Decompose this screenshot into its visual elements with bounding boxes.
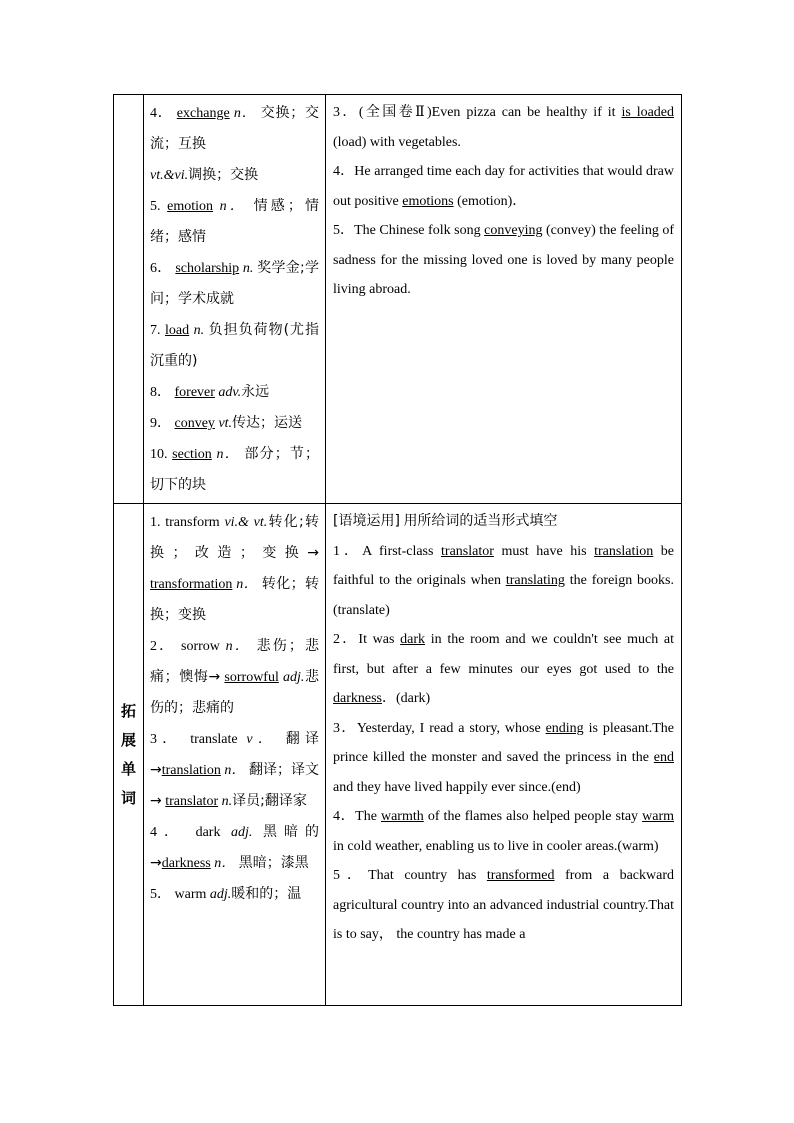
vocabulary-table [113,94,682,1006]
answer-blank: scholarship [175,261,240,276]
exercise-item [333,802,674,861]
exercise-item [333,714,674,803]
answer-blank: sorrowful [224,670,279,685]
exercise-instruction: 用所给词的适当形式填空 [403,513,558,529]
answer-blank: darkness [333,691,382,706]
sentence-cell [326,95,682,504]
part-of-speech: n． [233,106,257,121]
item-number: 3． [333,105,359,120]
word-meaning: 负担负荷物(尤指沉重的) [150,322,320,369]
sentence-text: The Chinese folk song [354,223,485,238]
item-number: 2． [333,632,359,647]
entry-number: 1. [150,515,161,530]
sentence-text: Yesterday, I read a story, whose [356,720,546,736]
word-entry [150,724,319,817]
section-label-char: 词 [120,788,136,807]
word-entry [150,631,319,724]
answer-blank: translator [165,794,219,809]
entry-number: 2． [150,639,176,654]
section-label-char: 展 [120,730,136,749]
answer-blank: forever [174,385,215,400]
answer-blank: section [172,447,212,462]
entry-number: 4． [150,106,173,121]
sentence-text: in cold weather, enabling us to live in cooler areas.(warm) [333,838,659,854]
word-list-cell [144,95,326,504]
sentence-item [333,157,674,216]
entry-number: 5． [150,887,171,902]
entry-number: 6． [150,261,172,276]
sentence-text: It was [358,632,401,647]
side-label-cell [114,504,144,1006]
exercise-item [333,625,674,714]
answer-blank: translator [441,543,494,559]
answer-blank: translation [161,763,221,778]
part-of-speech: n． [216,447,240,462]
item-number: 1． [333,543,363,559]
part-of-speech: n. [193,323,205,338]
section-label-char: 单 [120,759,136,778]
answer-blank: dark [400,632,426,647]
part-of-speech: vt.&vi. [150,168,189,183]
entry-number: 9． [150,416,171,431]
answer-blank: convey [174,416,215,431]
word-entry [150,98,319,160]
part-of-speech: adj. [231,825,253,840]
answer-blank: conveying [484,223,543,238]
word-meaning: 永远 [241,384,270,400]
item-number: 3． [333,720,357,736]
word-entry [150,377,319,408]
word-meaning: 悲伤的；悲痛的 [150,669,320,716]
answer-blank: end [653,750,674,765]
answer-blank: translating [505,573,565,588]
part-of-speech: v． [246,732,278,747]
headword: warm [174,887,207,902]
sentence-text: (load) with vegetables. [333,134,461,150]
sentence-text: ．(dark) [382,691,431,706]
item-number: 5． [333,868,369,883]
word-entry [150,879,319,910]
sentence-text: A first-class [362,543,442,559]
word-entry [150,160,319,191]
word-meaning: 翻译；译文→ [150,762,320,809]
item-number: 4． [333,809,356,824]
answer-blank: ending [545,720,584,736]
part-of-speech: n. [221,794,233,809]
answer-blank: transformation [150,577,233,592]
word-meaning: 情感；情绪；感情 [150,198,320,245]
word-entry [150,817,319,879]
answer-blank: translation [594,543,654,559]
part-of-speech: n． [219,199,247,214]
sentence-text: must have his [493,543,595,559]
part-of-speech: n． [224,763,246,778]
answer-blank: warm [642,809,675,824]
section-label [114,697,143,813]
word-entry [150,439,319,501]
word-entry [150,253,319,315]
sentence-text: is pleasant.The prince killed the monster and saved the princess in the [333,720,674,765]
sentence-text: (convey) the feeling of sadness for the missing loved one is loved by many people living abroad. [333,223,675,297]
answer-blank: emotions [402,193,454,209]
word-meaning: 黑暗；漆黑 [238,855,309,871]
word-meaning: 交换；交流；互换 [150,105,320,152]
word-meaning: 悲伤；悲痛；懊悔→ [150,638,320,685]
word-entry [150,408,319,439]
word-entry [150,315,319,377]
sentence-text: in the room and we couldn't see much at first, but after a few minutes our eyes got used to the [333,632,675,677]
part-of-speech: n． [225,639,251,654]
sentence-text: The [355,809,381,824]
part-of-speech: n. [242,261,254,276]
headword: dark [195,825,221,840]
word-list-cell [144,504,326,1006]
entry-number: 5. [150,199,161,214]
exercise-item [333,537,674,626]
word-meaning: 黑暗的→ [150,824,319,871]
word-meaning: 传达；运送 [232,415,303,431]
answer-blank: emotion [167,199,214,214]
table-row [114,95,682,504]
sentence-text: That country has [368,868,487,883]
table-row [114,504,682,1006]
answer-blank: load [165,323,190,338]
section-label-char: 拓 [120,701,136,720]
word-entry [150,507,319,631]
word-meaning: 翻译→ [150,731,320,778]
sentence-text: (全国卷Ⅱ)Even pizza can be healthy if it [358,105,622,120]
sentence-text: He arranged time each day for activities that would draw out positive [333,164,674,209]
item-number: 5． [333,223,355,238]
part-of-speech: adj. [283,670,305,685]
word-meaning: 暖和的；温 [231,886,302,902]
answer-blank: transformed [486,868,555,883]
word-entry [150,191,319,253]
part-of-speech: adj. [209,887,232,902]
entry-number: 3． [150,732,182,747]
part-of-speech: vt. [218,416,233,431]
word-meaning: 奖学金;学问；学术成就 [150,260,320,307]
word-meaning: 转化；转换；变换 [150,576,320,623]
sentence-text: be faithful to the originals when [333,543,675,588]
answer-blank: warmth [380,809,424,824]
word-meaning: 转化;转换；改造；变换→ [150,514,320,561]
word-meaning: 调换；交换 [188,167,259,183]
part-of-speech: n． [236,577,259,592]
word-meaning: 部分；节；切下的块 [150,446,320,493]
side-label-cell-empty [114,95,144,504]
exercise-cell [326,504,682,1006]
exercise-header [333,507,674,537]
sentence-text: of the flames also helped people stay [423,809,643,824]
entry-number: 7. [150,323,161,338]
headword: translate [190,732,238,747]
part-of-speech: adv. [218,385,242,400]
answer-blank: is loaded [621,105,675,120]
sentence-text: and they have lived happily ever since.(end) [333,779,581,795]
entry-number: 4． [150,825,186,840]
sentence-text: from a backward agricultural country into an advanced industrial country.That is to say， the country has made a [333,868,675,942]
answer-blank: darkness [161,856,211,871]
exercise-item [333,861,674,950]
part-of-speech: vi.& vt. [224,515,268,530]
headword: sorrow [181,639,220,654]
item-number: 4． [333,164,355,179]
headword: transform [165,515,220,530]
sentence-item [333,98,674,157]
entry-number: 8． [150,385,171,400]
entry-number: 10. [150,447,168,462]
sentence-text: the foreign books.(translate) [333,573,674,618]
sentence-text: (emotion)． [453,193,527,209]
word-meaning: 译员;翻译家 [232,793,307,809]
part-of-speech: n． [214,856,236,871]
answer-blank: exchange [176,106,230,121]
sentence-item [333,216,674,305]
exercise-tag: [语境运用] [333,513,400,529]
